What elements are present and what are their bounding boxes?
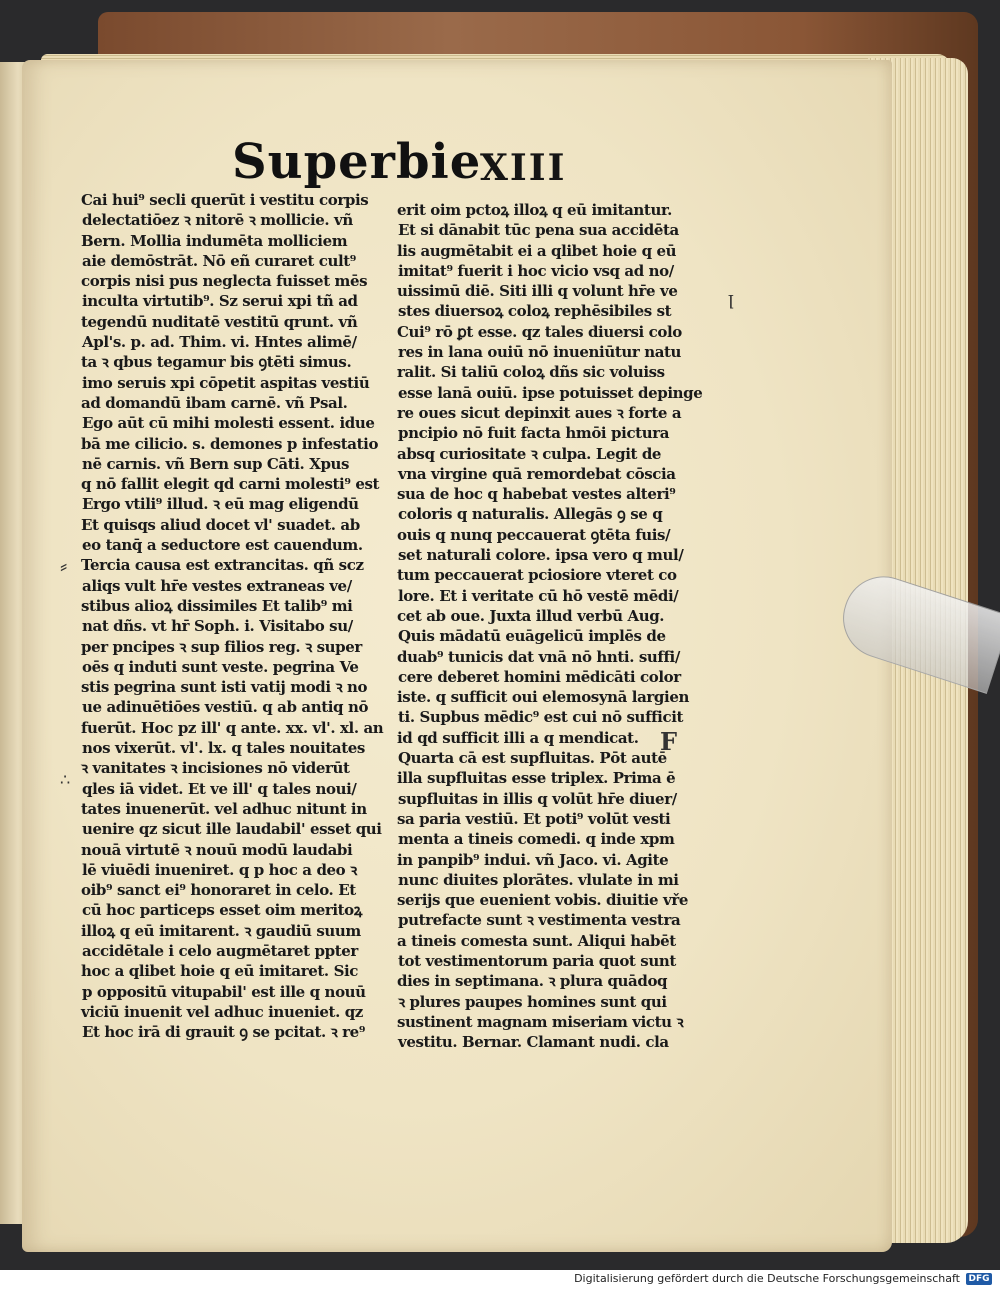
right-column-line: stes diuersoꝝ coloꝝ rephēsibiles st <box>398 302 672 321</box>
right-column-line: iste. q sufficit oui elemosynā largien <box>397 688 689 707</box>
margin-mark-right: ꞁ <box>728 288 734 309</box>
left-column-line: eo tanq̄ a seductore est cauendum. <box>82 536 363 555</box>
right-column-line: erit oim pctoꝝ illoꝝ q eū imitantur. <box>397 201 672 219</box>
left-column-line: ue adinuētiōes vestiū. q ab antiq nō <box>82 698 369 717</box>
left-column-line: stis pegrina sunt isti vatij modi ꝛ no <box>81 678 368 697</box>
footer-bar <box>0 1270 1000 1289</box>
right-column-line: Cui⁹ rō ꝑt esse. qz tales diuersi colo <box>397 322 682 341</box>
right-column-line: sua de hoc q habebat vestes alteri⁹ <box>397 485 676 504</box>
right-column-line: id qd sufficit illi a q mendicat. <box>397 728 639 747</box>
right-column-line: nunc diuites plorātes. vlulate in mi <box>398 870 679 889</box>
right-column-line: illa supfluitas esse triplex. Prima ē <box>397 769 676 788</box>
right-column-line: lis augmētabit ei a qlibet hoie q eū <box>397 241 677 260</box>
right-column-line: Et si dānabit tūc pena sua accidēta <box>398 221 679 240</box>
right-column-line: duab⁹ tunicis dat vnā nō hnti. suffi/ <box>397 647 680 666</box>
folio-number: XIII <box>480 147 567 189</box>
right-column-line: uissimū diē. Siti illi q volunt hr̄e ve <box>397 282 678 301</box>
right-column-line: Quarta cā est supfluitas. Pōt autē <box>398 749 667 768</box>
left-column-line: per pncipes ꝛ sup filios reg. ꝛ super <box>81 637 362 656</box>
right-column-line: lore. Et i veritate cū hō vestē mēdi/ <box>398 586 679 605</box>
left-column-line: aliqs vult hr̄e vestes extraneas ve/ <box>82 576 352 595</box>
left-column-line: ad domandū ibam carnē. vñ Psal. <box>81 393 348 412</box>
left-column-line: Et quisqs aliud docet vl' suadet. ab <box>81 515 360 534</box>
left-column-line: corpis nisi pus neglecta fuisset mēs <box>81 272 368 291</box>
left-column-line: illoꝝ q eū imitarent. ꝛ gaudiū suum <box>81 921 361 940</box>
right-column-line: tum peccauerat pciosiore vteret co <box>397 566 677 585</box>
right-column-line: menta a tineis comedi. q inde xpm <box>398 830 675 849</box>
right-column-line: re oues sicut depinxit aues ꝛ forte a <box>397 403 682 422</box>
right-column-line: res in lana ouiū nō inueniūtur natu <box>398 343 682 362</box>
right-column-line: pncipio nō fuit facta hmōi pictura <box>398 424 670 443</box>
right-column-line: sa paria vestiū. Et poti⁹ volūt vesti <box>397 809 671 828</box>
right-column-line: set naturali colore. ipsa vero q mul/ <box>398 546 684 565</box>
left-column-line: inculta virtutib⁹. Sz serui xpi tñ ad <box>82 292 358 311</box>
right-text-column <box>398 200 703 1052</box>
left-column-line: nos vixerūt. vl'. lx. q tales nouitates <box>82 739 365 758</box>
left-column-line: oēs q induti sunt veste. pegrina Ve <box>82 657 359 676</box>
left-column-line: ta ꝛ qbus tegamur bis ꝯtēti simus. <box>81 353 352 372</box>
left-column-line: qles iā videt. Et ve ill' q tales noui/ <box>82 779 357 798</box>
right-column-line: cet ab oue. Juxta illud verbū Aug. <box>397 606 665 625</box>
page-running-title: Superbie <box>232 134 482 190</box>
left-column-line: fuerūt. Hoc pz ill' q ante. xx. vl'. xl. an <box>81 718 384 737</box>
left-column-line: accidētale i celo augmētaret ppter <box>82 941 358 960</box>
left-column-line: nē carnis. vñ Bern sup Cāti. Xpus <box>82 454 350 473</box>
left-column-line: uenire qz sicut ille laudabil' esset qui <box>82 820 382 839</box>
right-column-line: a tineis comesta sunt. Aliqui habēt <box>397 931 676 950</box>
left-column-line: q nō fallit elegit qd carni molesti⁹ est <box>81 475 380 494</box>
right-column-line: esse lanā ouiū. ipse potuisset depinge <box>398 383 703 402</box>
right-column-line: in panpib⁹ indui. vñ Jaco. vi. Agite <box>397 850 669 869</box>
left-column-line: stibus alioꝝ dissimiles Et talib⁹ mi <box>81 596 353 615</box>
margin-mark-left: ⸗ <box>60 554 68 579</box>
left-column-line: p oppositū vitupabil' est ille q nouū <box>82 982 366 1001</box>
left-column-line: Ego aūt cū mihi molesti essent. idue <box>82 414 375 433</box>
left-column-line: ꝛ vanitates ꝛ incisiones nō viderūt <box>81 759 350 778</box>
left-column-line: Bern. Mollia indumēta molliciem <box>81 231 348 250</box>
left-column-line: Ergo vtili⁹ illud. ꝛ eū mag eligendū <box>82 495 359 514</box>
right-column-line: ti. Supbus mēdic⁹ est cui nō sufficit <box>398 708 684 727</box>
left-column-line: tates inuenerūt. vel adhuc nitunt in <box>81 799 367 818</box>
right-column-line: coloris q naturalis. Allegās ꝯ se q <box>398 505 663 524</box>
left-column-line: Et hoc irā di grauit ꝯ se pcitat. ꝛ re⁹ <box>82 1023 365 1042</box>
left-column-line: hoc a qlibet hoie q eū imitaret. Sic <box>81 962 359 981</box>
left-column-line: Cai hui⁹ secli querūt i vestitu corpis <box>81 191 369 209</box>
right-column-line: vna virgine quā remordebat cōscia <box>398 464 676 483</box>
left-column-line: bā me cilicio. s. demones p infestatio <box>81 434 379 453</box>
left-column-line: Apl's. p. ad. Thim. vi. Hntes alimē/ <box>82 333 357 352</box>
right-column-line: serijs que euenient vobis. diuitie vře <box>397 891 688 910</box>
right-column-line: dies in septimana. ꝛ plura quādoq <box>397 972 668 991</box>
right-column-line: ꝛ plures paupes homines sunt qui <box>398 992 667 1011</box>
right-column-line: cere deberet homini mēdicāti color <box>398 667 681 686</box>
dfg-logo: DFG <box>966 1273 992 1285</box>
left-column-line: lē viuēdi inueniret. q p hoc a deo ꝛ <box>82 860 357 879</box>
right-column-line: Quis mādatū euāgelicū implēs de <box>398 627 666 646</box>
right-column-line: imitat⁹ fuerit i hoc vicio vsq ad no/ <box>398 261 674 280</box>
left-column-line: delectatiōez ꝛ nitorē ꝛ mollicie. vñ <box>82 211 353 230</box>
right-column-line: vestitu. Bernar. Clamant nudi. cla <box>398 1033 669 1052</box>
right-column-line: sustinent magnam miseriam victu ꝛ <box>397 1012 684 1031</box>
right-column-line: absq curiositate ꝛ culpa. Legit de <box>397 444 662 463</box>
right-column-line: ralit. Si taliū coloꝝ dñs sic voluiss <box>397 363 665 382</box>
right-column-line: supfluitas in illis q volūt hr̄e diuer/ <box>398 789 677 808</box>
right-column-line: putrefacte sunt ꝛ vestimenta vestra <box>398 911 681 930</box>
left-text-column <box>82 190 382 1042</box>
footer-credit: Digitalisierung gefördert durch die Deutsche Forschungsgemeinschaft <box>574 1272 960 1285</box>
left-column-line: nat dñs. vt hr̄ Soph. i. Visitabo su/ <box>82 617 353 636</box>
left-column-line: cū hoc particeps esset oim meritoꝝ <box>82 901 363 920</box>
left-column-line: aie demōstrāt. Nō eñ curaret cult⁹ <box>82 251 356 270</box>
right-column-line: tot vestimentorum paria quot sunt <box>398 951 676 970</box>
left-column-line: Tercia causa est extrancitas. qñ scz <box>81 556 364 575</box>
left-column-line: nouā virtutē ꝛ nouū modū laudabi <box>81 840 353 859</box>
right-column-line: ouis q nunq peccauerat ꝯtēta fuis/ <box>397 525 671 544</box>
margin-mark-left-dots: ∴ <box>60 770 71 789</box>
left-column-line: oib⁹ sanct ei⁹ honoraret in celo. Et <box>81 881 356 900</box>
left-column-line: imo seruis xpi cōpetit aspitas vestiū <box>82 373 370 392</box>
left-column-line: viciū inuenit vel adhuc inueniet. qz <box>81 1002 363 1021</box>
left-column-line: tegendū nuditatē vestitū qrunt. vñ <box>81 312 358 331</box>
paragraph-mark: F <box>660 727 678 756</box>
